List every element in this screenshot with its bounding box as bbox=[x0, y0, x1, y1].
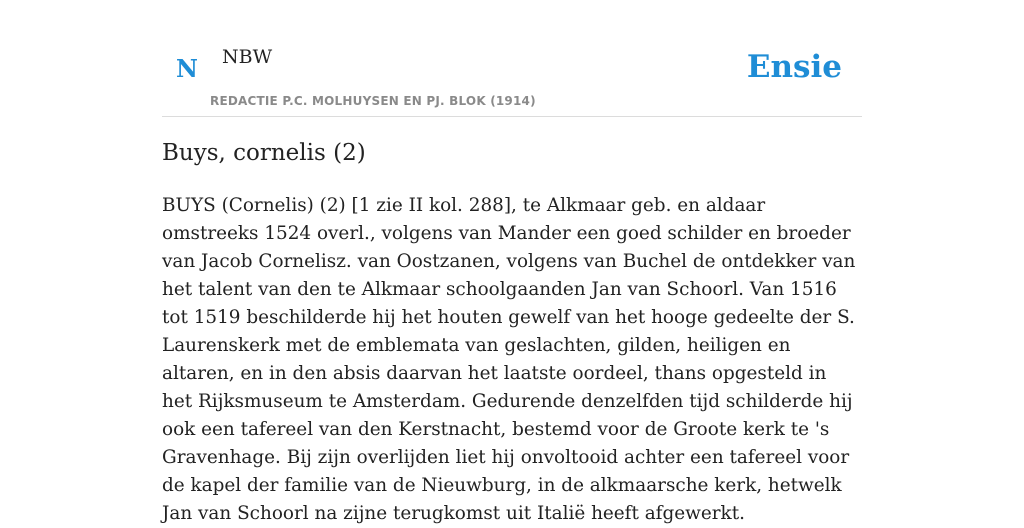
entry-body: BUYS (Cornelis) (2) [1 zie II kol. 288], te Alkmaar geb. en aldaar omstreeks 1524 overl., volgens van Mander een goed schilder en broeder van Jacob Cornelisz. van Oostzanen, volgens van Buchel de ontdekker van het talent van den te Alkmaar schoolgaanden Jan van Schoorl. Van 1516 tot 1519 beschilderde hij het houten gewelf van het hooge gedeelte der S. Laurenskerk met de emblemata van geslachten, gilden, heiligen en altaren, en in den absis daarvan het laatste oordeel, thans opgesteld in het Rijksmuseum te Amsterdam. Gedurende denzelfden tijd schilderde hij ook een tafereel van den Kerstnacht, bestemd voor de Groote kerk te 's Gravenhage. Bij zijn overlijden liet hij onvoltooid achter een tafereel voor de kapel der familie van de Nieuwburg, in de alkmaarsche kerk, hetwelk Jan van Schoorl na zijne terugkomst uit Italië heeft afgewerkt. bbox=[162, 195, 856, 524]
source-logo-icon[interactable]: N bbox=[176, 54, 198, 83]
source-title[interactable]: NBW bbox=[222, 46, 273, 68]
source-header bbox=[162, 0, 862, 117]
ensie-logo-link[interactable]: Ensie bbox=[746, 49, 842, 85]
entry-title: Buys, cornelis (2) bbox=[162, 140, 366, 166]
source-subtitle: REDACTIE P.C. MOLHUYSEN EN PJ. BLOK (1914) bbox=[210, 94, 536, 108]
